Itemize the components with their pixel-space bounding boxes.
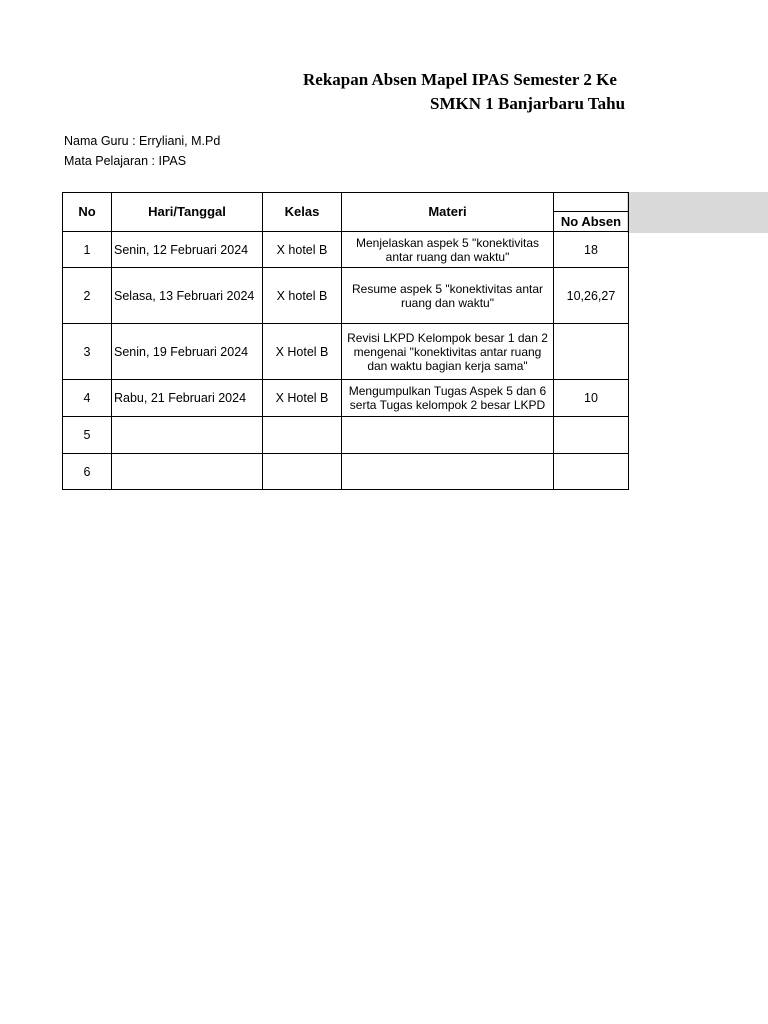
table-row — [63, 417, 629, 454]
header-materi: Materi — [342, 193, 554, 232]
row-hari-tanggal: Senin, 19 Februari 2024 — [112, 324, 263, 380]
row-hari-tanggal — [112, 417, 263, 454]
row-kelas: X Hotel B — [263, 380, 342, 417]
row-no-absen: 10 — [554, 380, 629, 417]
teacher-name: Nama Guru : Erryliani, M.Pd — [64, 134, 221, 148]
row-materi: Menjelaskan aspek 5 "konektivitas antar ruang dan waktu" — [342, 232, 554, 268]
header-kelas: Kelas — [263, 193, 342, 232]
row-kelas: X Hotel B — [263, 324, 342, 380]
row-no: 6 — [63, 454, 112, 490]
row-no-absen — [554, 417, 629, 454]
row-hari-tanggal: Senin, 12 Februari 2024 — [112, 232, 263, 268]
header-shaded-area — [627, 192, 768, 233]
row-kelas — [263, 417, 342, 454]
header-no-absen: No Absen — [554, 212, 629, 232]
header-hari-tanggal: Hari/Tanggal — [112, 193, 263, 232]
table-row — [63, 232, 629, 268]
row-hari-tanggal: Selasa, 13 Februari 2024 — [112, 268, 263, 324]
row-materi: Mengumpulkan Tugas Aspek 5 dan 6 serta Tugas kelompok 2 besar LKPD — [342, 380, 554, 417]
row-hari-tanggal: Rabu, 21 Februari 2024 — [112, 380, 263, 417]
row-materi — [342, 417, 554, 454]
row-kelas — [263, 454, 342, 490]
row-no-absen — [554, 454, 629, 490]
row-no: 1 — [63, 232, 112, 268]
title-line-2: SMKN 1 Banjarbaru Tahu — [430, 94, 626, 113]
table-row — [63, 380, 629, 417]
row-materi: Revisi LKPD Kelompok besar 1 dan 2 mengenai "konektivitas antar ruang dan waktu bagian kerja sama" — [342, 324, 554, 380]
row-materi — [342, 454, 554, 490]
row-no-absen — [554, 324, 629, 380]
header-absensi-group — [554, 193, 629, 212]
title-line-1: Rekapan Absen Mapel IPAS Semester 2 Ke — [303, 70, 617, 89]
subject-name: Mata Pelajaran : IPAS — [64, 154, 187, 168]
table-row — [63, 454, 629, 490]
row-no: 3 — [63, 324, 112, 380]
row-hari-tanggal — [112, 454, 263, 490]
page-cut-mask — [627, 60, 768, 120]
row-no-absen: 10,26,27 — [554, 268, 629, 324]
table-row — [63, 324, 629, 380]
row-no: 4 — [63, 380, 112, 417]
table-row — [63, 268, 629, 324]
attendance-table — [62, 192, 629, 490]
header-no: No — [63, 193, 112, 232]
row-kelas: X hotel B — [263, 232, 342, 268]
row-kelas: X hotel B — [263, 268, 342, 324]
row-materi: Resume aspek 5 "konektivitas antar ruang dan waktu" — [342, 268, 554, 324]
row-no: 5 — [63, 417, 112, 454]
row-no-absen: 18 — [554, 232, 629, 268]
row-no: 2 — [63, 268, 112, 324]
